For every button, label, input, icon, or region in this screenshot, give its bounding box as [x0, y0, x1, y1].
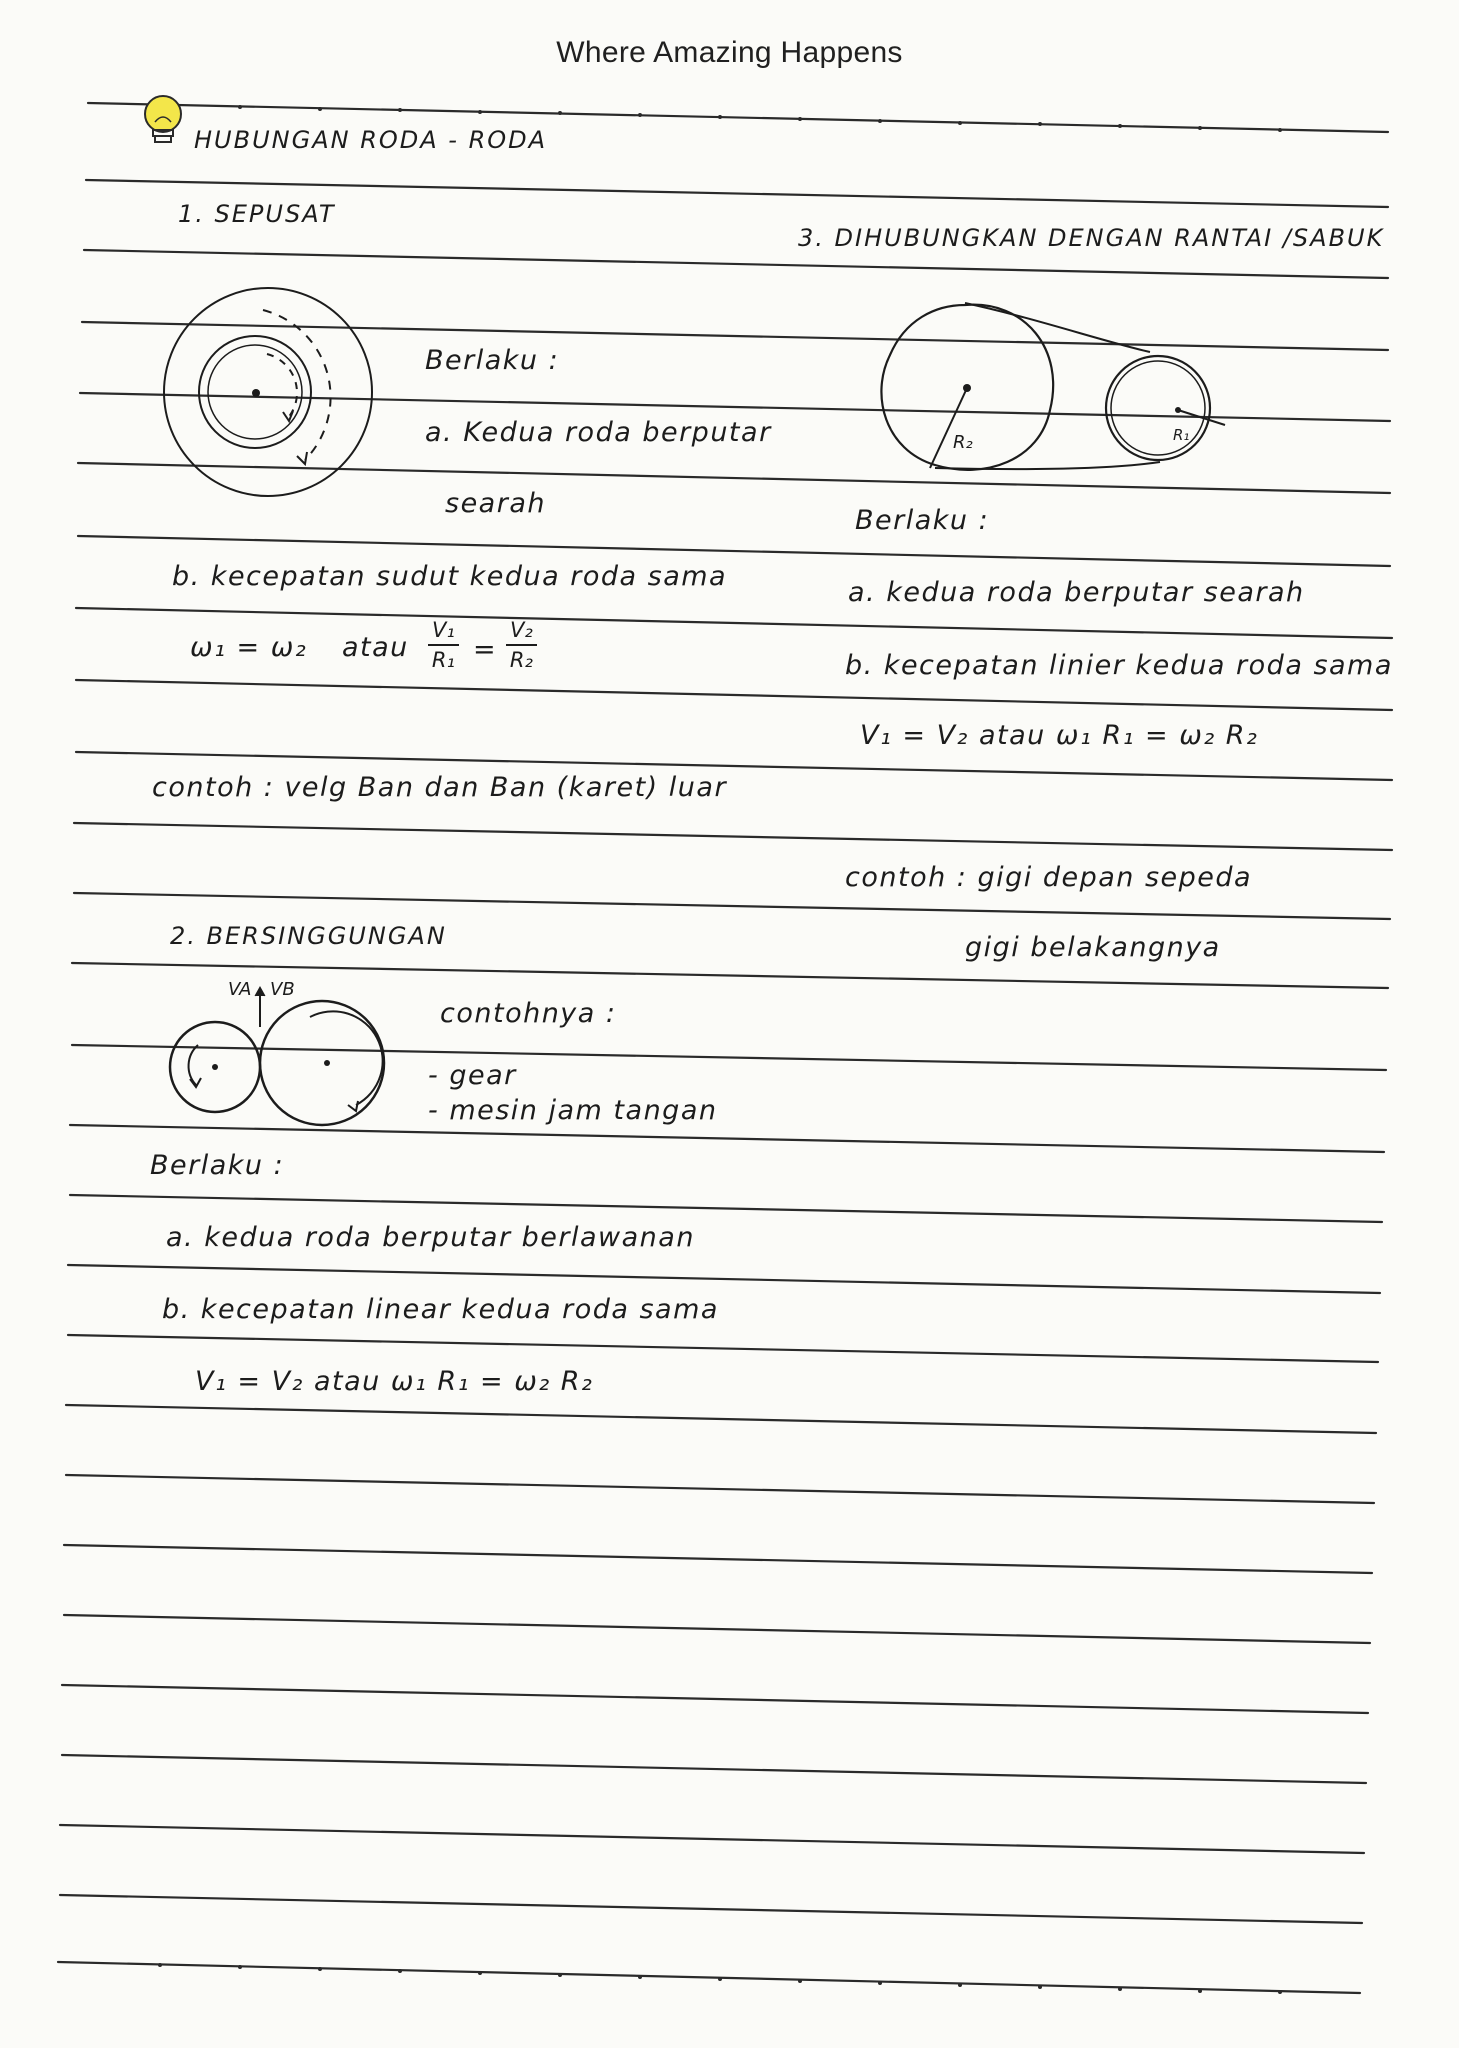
section3-formula: V₁ = V₂ atau ω₁ R₁ = ω₂ R₂: [860, 720, 1259, 751]
section2-berlaku: Berlaku :: [150, 1150, 285, 1181]
section1-formula-equals: =: [473, 634, 498, 665]
section1-point-a-line2: searah: [445, 488, 546, 519]
label-r1: R₁: [1173, 426, 1190, 444]
section2-point-a: a. kedua roda berputar berlawanan: [166, 1222, 695, 1253]
header-brand-text: Where Amazing Happens: [556, 36, 903, 69]
section2-item-mesin: - mesin jam tangan: [428, 1095, 718, 1126]
section1-heading: 1. SEPUSAT: [178, 200, 336, 228]
concentric-wheels-diagram: [155, 270, 385, 515]
section3-berlaku: Berlaku :: [855, 505, 990, 536]
frac1-denominator: R₁: [431, 648, 455, 672]
touching-wheels-diagram: [160, 975, 400, 1135]
section1-berlaku: Berlaku :: [425, 345, 560, 376]
section1-formula-atau: atau: [342, 632, 409, 663]
section1-point-b: b. kecepatan sudut kedua roda sama: [172, 561, 728, 592]
label-vb: VB: [270, 979, 295, 1000]
belt-wheels-diagram: [875, 290, 1235, 490]
label-va: VA: [228, 979, 252, 1000]
frac2-denominator: R₂: [509, 648, 533, 672]
section1-contoh: contoh : velg Ban dan Ban (karet) luar: [152, 772, 728, 803]
section3-heading: 3. DIHUBUNGKAN DENGAN RANTAI /SABUK: [798, 224, 1385, 252]
section1-fraction-v1-r1: [428, 618, 459, 672]
page-title: HUBUNGAN RODA - RODA: [194, 126, 548, 154]
frac2-numerator: V₂: [506, 618, 537, 646]
section3-contoh-line2: gigi belakangnya: [965, 932, 1221, 963]
label-r2: R₂: [953, 432, 973, 453]
frac1-numerator: V₁: [428, 618, 459, 646]
section2-point-b: b. kecepatan linear kedua roda sama: [162, 1294, 719, 1325]
section1-formula-omega: ω₁ = ω₂: [190, 632, 308, 663]
section1-point-a-line1: a. Kedua roda berputar: [425, 417, 772, 448]
section3-contoh-line1: contoh : gigi depan sepeda: [845, 862, 1253, 893]
section2-formula: V₁ = V₂ atau ω₁ R₁ = ω₂ R₂: [195, 1366, 594, 1397]
section3-point-a: a. kedua roda berputar searah: [848, 577, 1305, 608]
section2-heading: 2. BERSINGGUNGAN: [170, 922, 447, 950]
lightbulb-icon: [138, 92, 188, 152]
section2-item-gear: - gear: [428, 1060, 517, 1091]
section3-point-b: b. kecepatan linier kedua roda sama: [845, 650, 1393, 681]
section1-fraction-v2-r2: [506, 618, 537, 672]
section2-contohnya: contohnya :: [440, 998, 617, 1029]
